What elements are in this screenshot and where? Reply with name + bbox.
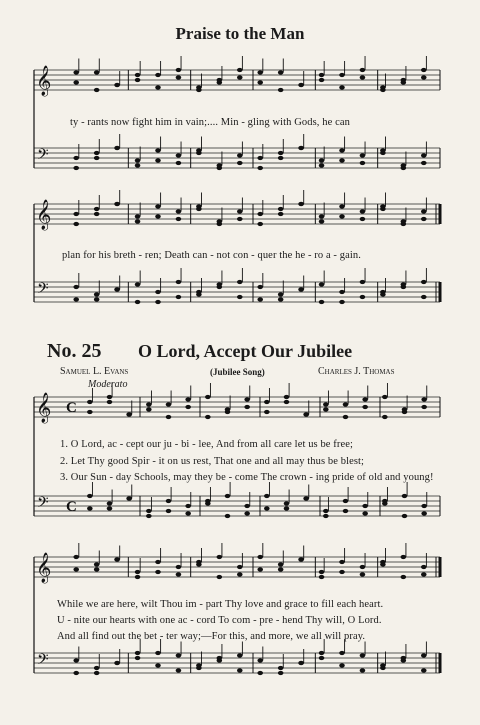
note-head [176, 209, 182, 213]
note-head [166, 509, 172, 513]
note-head [257, 285, 263, 289]
note-head [155, 204, 161, 208]
note-head [401, 78, 407, 82]
note-head [73, 567, 79, 571]
note-head [135, 73, 141, 77]
note-head [155, 158, 161, 162]
note-head [176, 668, 182, 672]
note-head [319, 651, 325, 655]
note-head [421, 161, 427, 165]
note-head [94, 212, 100, 216]
note-head [155, 85, 161, 89]
note-head [360, 217, 366, 221]
note-head [237, 161, 243, 165]
time-signature: C [66, 400, 77, 416]
note-head [107, 506, 113, 510]
note-head [382, 501, 388, 505]
note-head [264, 400, 270, 404]
note-head [73, 555, 79, 559]
note-head [196, 666, 202, 670]
note-head [114, 661, 120, 665]
note-head [135, 300, 141, 304]
note-head [185, 511, 191, 515]
note-head [146, 407, 152, 411]
note-head [380, 207, 386, 211]
hymn-title: O Lord, Accept Our Jubilee [138, 341, 353, 361]
note-head [323, 514, 329, 518]
note-head [421, 504, 427, 508]
note-head [135, 575, 141, 579]
note-head [278, 207, 284, 211]
note-head [73, 212, 79, 216]
note-head [225, 514, 231, 518]
note-head [257, 555, 263, 559]
note-head [94, 666, 100, 670]
note-head [401, 163, 407, 167]
note-head [135, 163, 141, 167]
note-head [114, 557, 120, 561]
note-head [380, 151, 386, 155]
note-head [401, 575, 407, 579]
note-head [401, 282, 407, 286]
note-head [402, 514, 408, 518]
note-head [380, 292, 386, 296]
note-head [362, 504, 368, 508]
note-head [343, 509, 349, 513]
note-head [114, 202, 120, 206]
note-head [298, 661, 304, 665]
note-head [278, 156, 284, 160]
hymn-subtitle: (Jubilee Song) [210, 367, 265, 377]
note-head [278, 562, 284, 566]
note-head [94, 562, 100, 566]
note-head [360, 572, 366, 576]
note-head [176, 217, 182, 221]
note-head [94, 151, 100, 155]
note-head [284, 400, 290, 404]
note-head [339, 148, 345, 152]
lyrics-line: ty - rants now fight him in vain;.... Min - gling with Gods, he can [70, 117, 350, 128]
note-head [264, 506, 270, 510]
note-head [421, 153, 427, 157]
note-head [319, 575, 325, 579]
note-head [380, 666, 386, 670]
note-head [217, 163, 223, 167]
note-head [73, 658, 79, 662]
bass-clef: 𝄢 [37, 494, 49, 515]
note-head [360, 161, 366, 165]
note-head [360, 153, 366, 157]
note-head [298, 146, 304, 150]
note-head [264, 494, 270, 498]
note-head [126, 496, 132, 500]
note-head [155, 300, 161, 304]
note-head [278, 212, 284, 216]
note-head [421, 280, 427, 284]
note-head [176, 75, 182, 79]
note-head [217, 282, 223, 286]
note-head [382, 395, 388, 399]
note-head [155, 570, 161, 574]
note-head [166, 402, 172, 406]
note-head [421, 405, 427, 409]
note-head [146, 402, 152, 406]
note-head [319, 282, 325, 286]
note-head [73, 671, 79, 675]
note-head [225, 407, 231, 411]
note-head [244, 405, 250, 409]
note-head [380, 562, 386, 566]
note-head [155, 148, 161, 152]
verse-line: While we are here, wilt Thou im - part Thy love and grace to fill each heart. [57, 599, 384, 610]
note-head [323, 402, 329, 406]
note-head [319, 78, 325, 82]
note-head [237, 653, 243, 657]
note-head [94, 297, 100, 301]
note-head [73, 222, 79, 226]
note-head [185, 504, 191, 508]
note-head [303, 496, 309, 500]
verse-line: 3. Our Sun - day Schools, may they be - come The crown - ing pride of old and young! [60, 472, 434, 483]
note-head [421, 511, 427, 515]
note-head [237, 668, 243, 672]
note-head [278, 297, 284, 301]
note-head [319, 570, 325, 574]
note-head [185, 397, 191, 401]
note-head [298, 287, 304, 291]
tempo-marking: Moderato [88, 379, 128, 390]
verse-line: And all find out the bet - ter way;—For this, and more, we all will pray. [57, 631, 366, 642]
note-head [196, 292, 202, 296]
note-head [402, 494, 408, 498]
note-head [421, 295, 427, 299]
note-head [298, 83, 304, 87]
note-head [278, 671, 284, 675]
note-head [362, 405, 368, 409]
note-head [257, 297, 263, 301]
note-head [107, 400, 113, 404]
note-head [107, 501, 113, 505]
note-head [339, 290, 345, 294]
note-head [401, 555, 407, 559]
note-head [257, 80, 263, 84]
note-head [362, 511, 368, 515]
note-head [94, 156, 100, 160]
note-head [319, 219, 325, 223]
note-head [237, 565, 243, 569]
lyrics-line: plan for his breth - ren; Death can - not con - quer the he - ro a - gain. [62, 250, 361, 261]
note-head [237, 68, 243, 72]
note-head [339, 300, 345, 304]
note-head [87, 506, 93, 510]
note-head [196, 207, 202, 211]
note-head [257, 70, 263, 74]
note-head [343, 499, 349, 503]
note-head [237, 572, 243, 576]
note-head [205, 415, 211, 419]
note-head [135, 282, 141, 286]
note-head [94, 70, 100, 74]
bass-clef: 𝄢 [37, 280, 49, 301]
top-hymn-title: Praise to the Man [175, 24, 305, 43]
note-head [362, 397, 368, 401]
note-head [339, 560, 345, 564]
note-head [382, 415, 388, 419]
note-head [135, 651, 141, 655]
note-head [166, 499, 172, 503]
note-head [114, 287, 120, 291]
hymn-composer: Charles J. Thomas [318, 366, 395, 377]
verse-line: 1. O Lord, ac - cept our ju - bi - lee, And from all care let us be free; [60, 439, 354, 450]
note-head [380, 88, 386, 92]
note-head [257, 658, 263, 662]
note-head [244, 504, 250, 508]
note-head [217, 575, 223, 579]
note-head [166, 415, 172, 419]
note-head [360, 565, 366, 569]
note-head [217, 555, 223, 559]
hymn-author: Samuel L. Evans [60, 366, 129, 377]
note-head [278, 666, 284, 670]
bass-clef: 𝄢 [37, 651, 49, 672]
verse-line: 2. Let Thy good Spir - it on us rest, That one and all may thus be blest; [60, 456, 365, 467]
note-head [176, 572, 182, 576]
note-head [319, 300, 325, 304]
note-head [319, 656, 325, 660]
note-head [278, 70, 284, 74]
hymn-number: No. 25 [47, 340, 102, 362]
note-head [114, 146, 120, 150]
note-head [155, 73, 161, 77]
treble-clef: 𝄞 [36, 200, 52, 230]
note-head [217, 219, 223, 223]
note-head [196, 562, 202, 566]
note-head [94, 207, 100, 211]
note-head [402, 407, 408, 411]
note-head [217, 656, 223, 660]
note-head [155, 560, 161, 564]
note-head [237, 153, 243, 157]
note-head [257, 166, 263, 170]
treble-clef: 𝄞 [36, 553, 52, 583]
note-head [176, 280, 182, 284]
note-head [339, 663, 345, 667]
note-head [155, 663, 161, 667]
note-head [339, 158, 345, 162]
note-head [196, 151, 202, 155]
note-head [421, 68, 427, 72]
note-head [339, 204, 345, 208]
note-head [421, 75, 427, 79]
note-head [244, 511, 250, 515]
note-head [360, 209, 366, 213]
note-head [421, 397, 427, 401]
note-head [155, 214, 161, 218]
note-head [237, 295, 243, 299]
note-head [73, 156, 79, 160]
note-head [114, 83, 120, 87]
note-head [323, 407, 329, 411]
note-head [319, 73, 325, 77]
note-head [135, 219, 141, 223]
note-head [155, 651, 161, 655]
treble-clef: 𝄞 [36, 393, 52, 423]
note-head [205, 501, 211, 505]
note-head [146, 509, 152, 513]
treble-clef: 𝄞 [36, 66, 52, 96]
note-head [73, 80, 79, 84]
note-head [303, 412, 309, 416]
note-head [421, 209, 427, 213]
note-head [73, 285, 79, 289]
note-head [257, 671, 263, 675]
note-head [257, 222, 263, 226]
note-head [73, 297, 79, 301]
note-head [264, 410, 270, 414]
note-head [135, 570, 141, 574]
note-head [323, 509, 329, 513]
note-head [87, 410, 93, 414]
note-head [257, 156, 263, 160]
note-head [176, 153, 182, 157]
note-head [94, 567, 100, 571]
note-head [244, 397, 250, 401]
note-head [135, 78, 141, 82]
note-head [176, 295, 182, 299]
note-head [196, 88, 202, 92]
note-head [237, 280, 243, 284]
note-head [135, 214, 141, 218]
note-head [107, 395, 113, 399]
note-head [401, 656, 407, 660]
note-head [339, 73, 345, 77]
note-head [135, 158, 141, 162]
bass-clef: 𝄢 [37, 146, 49, 167]
note-head [343, 402, 349, 406]
note-head [421, 653, 427, 657]
note-head [319, 158, 325, 162]
note-head [319, 163, 325, 167]
note-head [135, 656, 141, 660]
time-signature: C [66, 499, 77, 515]
note-head [87, 494, 93, 498]
note-head [257, 212, 263, 216]
note-head [421, 565, 427, 569]
note-head [360, 653, 366, 657]
note-head [176, 161, 182, 165]
verse-line: U - nite our hearts with one ac - cord To com - pre - hend Thy will, O Lord. [57, 615, 382, 626]
note-head [360, 280, 366, 284]
note-head [237, 75, 243, 79]
note-head [94, 292, 100, 296]
note-head [237, 209, 243, 213]
note-head [360, 295, 366, 299]
note-head [278, 151, 284, 155]
note-head [94, 88, 100, 92]
note-head [298, 202, 304, 206]
note-head [284, 395, 290, 399]
note-head [278, 88, 284, 92]
note-head [126, 412, 132, 416]
note-head [73, 70, 79, 74]
note-head [339, 570, 345, 574]
note-head [343, 415, 349, 419]
note-head [257, 567, 263, 571]
note-head [298, 557, 304, 561]
note-head [421, 668, 427, 672]
note-head [225, 494, 231, 498]
note-head [421, 217, 427, 221]
note-head [339, 85, 345, 89]
note-head [284, 506, 290, 510]
note-head [205, 395, 211, 399]
note-head [339, 651, 345, 655]
note-head [278, 567, 284, 571]
note-head [360, 68, 366, 72]
note-head [360, 75, 366, 79]
note-head [94, 671, 100, 675]
note-head [360, 668, 366, 672]
note-head [278, 292, 284, 296]
note-head [176, 565, 182, 569]
note-head [217, 78, 223, 82]
note-head [176, 68, 182, 72]
note-head [155, 290, 161, 294]
note-head [146, 514, 152, 518]
note-head [339, 214, 345, 218]
note-head [237, 217, 243, 221]
note-head [185, 405, 191, 409]
note-head [73, 166, 79, 170]
note-head [421, 572, 427, 576]
note-head [401, 219, 407, 223]
note-head [87, 400, 93, 404]
note-head [176, 653, 182, 657]
note-head [319, 214, 325, 218]
note-head [284, 501, 290, 505]
